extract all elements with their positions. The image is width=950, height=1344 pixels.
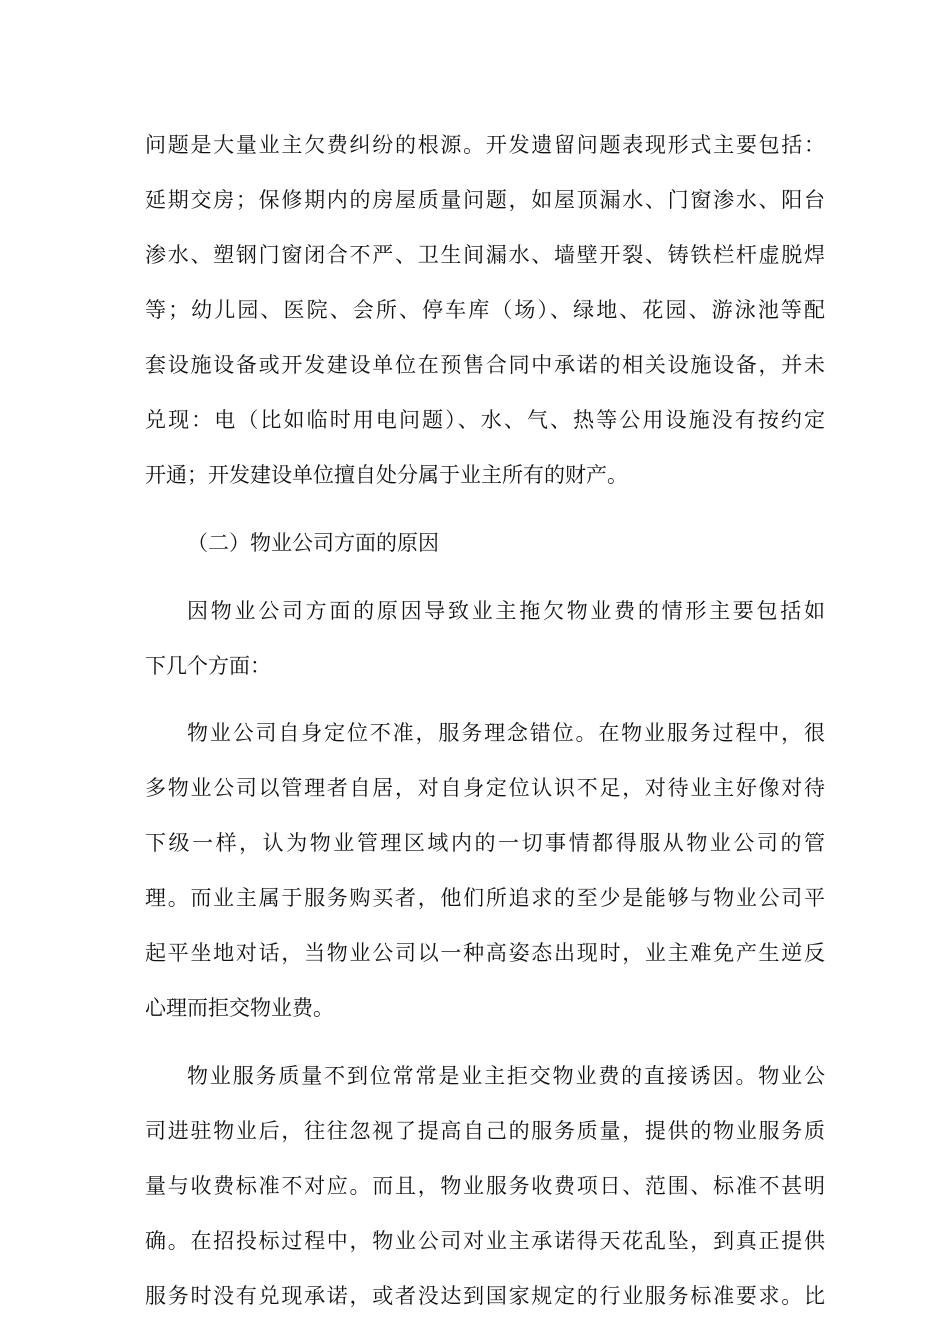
paragraph-line: 服务时没有兑现承诺，或者没达到国家规定的行业服务标准要求。比 — [145, 1284, 825, 1308]
section-heading: （二）物业公司方面的原因 — [187, 531, 439, 555]
paragraph-line: 理。而业主属于服务购买者，他们所追求的至少是能够与物业公司平 — [145, 886, 825, 910]
paragraph-line: 物业服务质量不到位常常是业主拒交物业费的直接诱因。物业公 — [187, 1064, 825, 1088]
paragraph-line: 物业公司自身定位不准，服务理念错位。在物业服务过程中，很 — [187, 721, 825, 745]
paragraph-line: 因物业公司方面的原因导致业主拖欠物业费的情形主要包括如 — [187, 599, 825, 623]
paragraph-line: 开通；开发建设单位擅自处分属于业主所有的财产。 — [145, 463, 628, 487]
paragraph-line: 套设施设备或开发建设单位在预售合同中承诺的相关设施设备，并未 — [145, 353, 825, 377]
paragraph-line: 量与收费标准不对应。而且，物业服务收费项日、范围、标准不甚明 — [145, 1174, 825, 1198]
paragraph-line: 司进驻物业后，往往忽视了提高自己的服务质量，提供的物业服务质 — [145, 1119, 825, 1143]
paragraph-line: 延期交房；保修期内的房屋质量问题，如屋顶漏水、门窗渗水、阳台 — [145, 188, 825, 212]
paragraph-line: 渗水、塑钢门窗闭合不严、卫生间漏水、墙壁开裂、铸铁栏杆虚脱焊 — [145, 243, 825, 267]
paragraph-line: 下几个方面： — [145, 654, 271, 678]
paragraph-line: 确。在招投标过程中，物业公司对业主承诺得天花乱坠，到真正提供 — [145, 1229, 825, 1253]
paragraph-line: 问题是大量业主欠费纠纷的根源。开发遗留问题表现形式主要包括： — [145, 133, 825, 157]
paragraph-line: 起平坐地对话，当物业公司以一种高姿态出现时，业主难免产生逆反 — [145, 941, 825, 965]
paragraph-line: 多物业公司以管理者自居，对自身定位认识不足，对待业主好像对待 — [145, 776, 825, 800]
paragraph-line: 心理而拒交物业费。 — [145, 996, 334, 1020]
paragraph-line: 等；幼儿园、医院、会所、停车库（场）、绿地、花园、游泳池等配 — [145, 298, 825, 322]
paragraph-line: 下级一样，认为物业管理区域内的一切事情都得服从物业公司的管 — [145, 831, 825, 855]
paragraph-line: 兑现：电（比如临时用电问题）、水、气、热等公用设施没有按约定 — [145, 408, 825, 432]
